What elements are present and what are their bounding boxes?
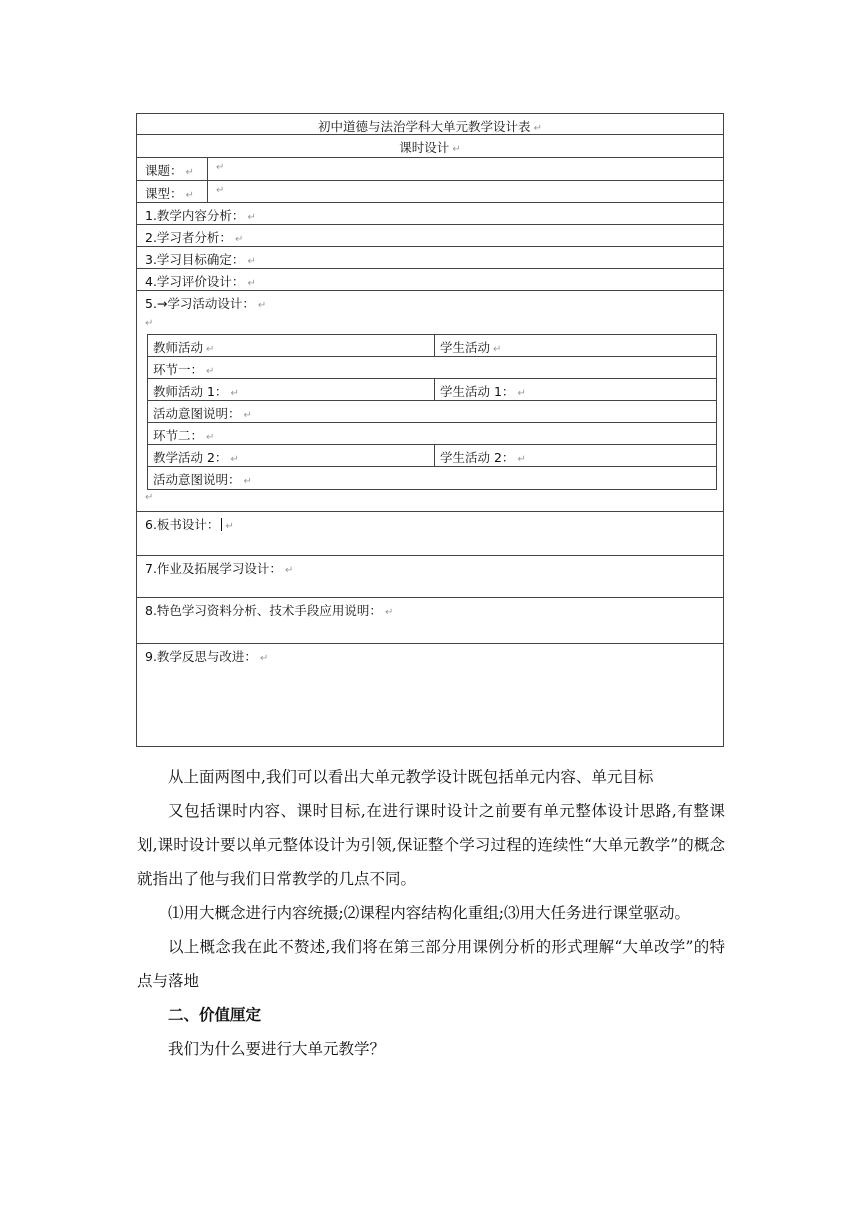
form-subtitle: 课时设计: [399, 140, 450, 155]
phase-one-row: 环节一： ↵: [148, 357, 716, 379]
blackboard-design-label: 6.板书设计：: [145, 517, 220, 532]
paragraph-1: 从上面两图中,我们可以看出大单元教学设计既包括单元内容、单元目标: [168, 768, 654, 786]
student-activity-header: 学生活动: [440, 340, 491, 355]
activity-two-row: 教学活动 2： ↵ 学生活动 2： ↵: [148, 445, 716, 467]
reflection-row: 9.教学反思与改进： ↵: [145, 649, 269, 664]
topic-row: 课题： ↵ ↵: [137, 158, 723, 181]
homework-design-label: 7.作业及拓展学习设计：: [145, 561, 282, 576]
paragraph-5: 我们为什么要进行大单元教学？: [168, 1040, 386, 1058]
materials-tech-row: 8.特色学习资料分析、技术手段应用说明： ↵: [137, 598, 723, 644]
phase-one-label: 环节一：: [153, 362, 204, 377]
activity-table: [147, 334, 717, 490]
teacher-activity-1: 教师活动 1：: [153, 384, 228, 399]
content-analysis-label: 1.教学内容分析：: [145, 208, 245, 223]
learning-goals-row: 3.学习目标确定： ↵: [137, 247, 723, 269]
intent-two-row: 活动意图说明： ↵: [153, 472, 252, 487]
activity-design-row: 5.→学习活动设计： ↵ ↵ ↵: [137, 291, 723, 512]
paragraph-2: 又包括课时内容、课时目标,在进行课时设计之前要有单元整体设计思路,有整课划,课时设计要以单元整体设计为引领,保证整个学习过程的连续性“大单元教学”的概念就指出了他与我们日常教学的几点不同。: [137, 802, 725, 888]
blackboard-design-row: 6.板书设计： ↵: [137, 512, 723, 556]
column-divider: [434, 335, 435, 356]
column-divider: [434, 445, 435, 466]
body-text: [137, 760, 725, 1066]
paragraph-mark: ↵: [145, 492, 154, 503]
topic-divider: [207, 158, 208, 180]
topic-label: 课题：: [145, 163, 183, 178]
section-heading: 二、价值厘定: [168, 1006, 262, 1024]
evaluation-design-label: 4.学习评价设计：: [145, 274, 245, 289]
activity-one-row: 教师活动 1： ↵ 学生活动 1： ↵: [148, 379, 716, 401]
activity-intent-2: 活动意图说明：: [153, 472, 241, 487]
activity-design-label: 5.→学习活动设计：: [145, 296, 255, 311]
column-divider: [434, 379, 435, 400]
type-value-field[interactable]: ↵: [216, 185, 225, 196]
learning-goals-label: 3.学习目标确定：: [145, 252, 245, 267]
materials-tech-label: 8.特色学习资料分析、技术手段应用说明：: [145, 603, 382, 618]
paragraph-3: ⑴用大概念进行内容统摄;⑵课程内容结构化重组;⑶用大任务进行课堂驱动。: [168, 904, 690, 922]
type-row: 课型： ↵ ↵: [137, 181, 723, 203]
text-cursor: [221, 518, 222, 531]
type-divider: [207, 181, 208, 202]
student-activity-1: 学生活动 1：: [440, 384, 515, 399]
teacher-activity-header: 教师活动: [153, 340, 204, 355]
student-activity-2: 学生活动 2：: [440, 450, 515, 465]
activity-intent-1: 活动意图说明：: [153, 406, 241, 421]
type-label: 课型：: [145, 186, 183, 201]
reflection-label: 9.教学反思与改进：: [145, 649, 257, 664]
intent-one-row: 活动意图说明： ↵: [148, 401, 716, 423]
activity-header-row: 教师活动 ↵ 学生活动 ↵: [148, 335, 716, 357]
paragraph-mark: ↵: [145, 318, 154, 329]
evaluation-design-row: 4.学习评价设计： ↵: [137, 269, 723, 291]
form-title-row: 初中道德与法治学科大单元教学设计表 ↵: [137, 114, 723, 135]
phase-two-label: 环节二：: [153, 428, 204, 443]
topic-value-field[interactable]: ↵: [216, 162, 225, 173]
paragraph-4: 以上概念我在此不赘述,我们将在第三部分用课例分析的形式理解“大单改学”的特点与落地: [137, 938, 725, 990]
phase-two-row: 环节二： ↵: [148, 423, 716, 445]
form-subtitle-row: 课时设计 ↵: [137, 135, 723, 158]
content-analysis-row: 1.教学内容分析： ↵: [137, 203, 723, 225]
lesson-design-form: [136, 113, 724, 747]
homework-design-row: 7.作业及拓展学习设计： ↵: [137, 556, 723, 598]
form-title: 初中道德与法治学科大单元教学设计表: [318, 119, 531, 134]
learner-analysis-row: 2.学习者分析： ↵: [137, 225, 723, 247]
teacher-activity-2: 教学活动 2：: [153, 450, 228, 465]
learner-analysis-label: 2.学习者分析：: [145, 230, 232, 245]
